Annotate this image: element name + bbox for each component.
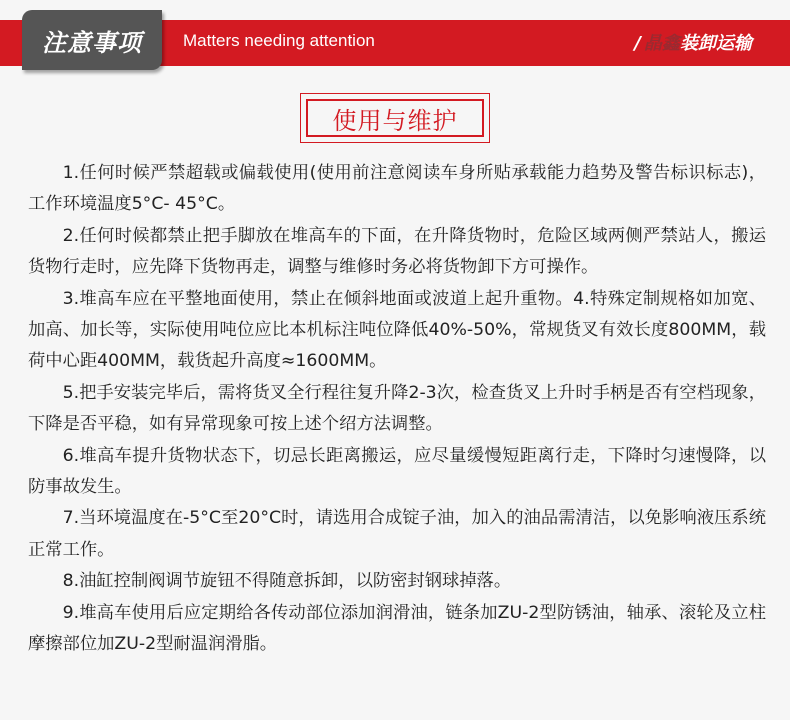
section-title-frame — [300, 93, 490, 143]
instruction-item-1: 1.任何时候严禁超载或偏载使用(使用前注意阅读车身所贴承载能力趋势及警告标识标志)，工作环境温度5°C- 45°C。 — [28, 163, 766, 215]
header-tab — [22, 10, 162, 70]
header-subtitle: Matters needing attention — [183, 31, 375, 50]
instruction-item-8: 8.油缸控制阀调节旋钮不得随意拆卸，以防密封钢球掉落。 — [62, 571, 512, 592]
instructions-body — [28, 158, 766, 661]
brand-name: 装卸运输 — [680, 33, 752, 54]
section-title: 使用与维护 — [306, 99, 484, 137]
header-brand — [634, 29, 752, 55]
instruction-item-5: 5.把手安装完毕后，需将货叉全行程往复升降2-3次，检查货叉上升时手柄是否有空档现象，下降是否平稳，如有异常现象可按上述个绍方法调整。 — [28, 382, 766, 435]
instruction-item-6: 6.堆高车提升货物状态下，切忌长距离搬运，应尽量缓慢短距离行走，下降时匀速慢降，以防事故发生。 — [28, 445, 766, 498]
instruction-item-9: 9.堆高车使用后应定期给各传动部位添加润滑油，链条加ZU-2型防锈油，轴承、滚轮及立柱摩擦部位加ZU-2型耐温润滑脂。 — [28, 602, 766, 655]
instruction-item-2: 2.任何时候都禁止把手脚放在堆高车的下面，在升降货物时，危险区域两侧严禁站人，搬运货物行走时，应先降下货物再走，调整与维修时务必将货物卸下方可操作。 — [28, 225, 766, 278]
header-tab-label: 注意事项 — [42, 28, 142, 57]
brand-name-dim: 晶鑫 — [644, 33, 680, 54]
instruction-item-7: 7.当环境温度在-5°C至20°C时，请选用合成锭子油，加入的油品需清洁，以免影响液压系统正常工作。 — [28, 508, 766, 560]
brand-slash: / — [634, 33, 641, 54]
instruction-item-3: 3.堆高车应在平整地面使用，禁止在倾斜地面或波道上起升重物。4.特殊定制规格如加宽、加高、加长等，实际使用吨位应比本机标注吨位降低40%-50%，常规货叉有效长度800MM，载荷中心距400MM，载货起升高度≈1600MM。 — [28, 288, 766, 372]
